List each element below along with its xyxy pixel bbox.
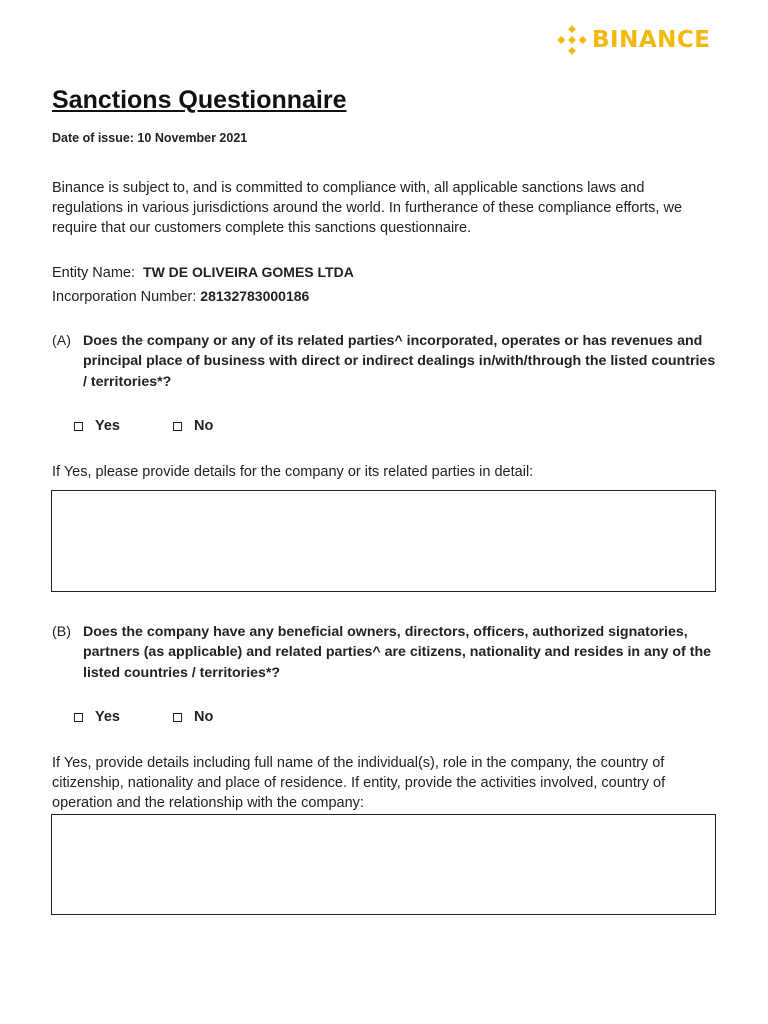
incorporation-number-value: 28132783000186 [200,288,310,304]
page-title: Sanctions Questionnaire [52,86,347,114]
option-label: No [194,709,214,725]
incorporation-number-label: Incorporation Number: [52,289,197,305]
question-b-details-prompt: If Yes, provide details including full name of the individual(s), role in the company, the country of citizenship, nationality and place of residence. If entity, provide the activities involved, country of operation and the relationship with the company: [52,755,666,811]
question-a-yes-option[interactable] [74,417,173,435]
option-label: Yes [95,418,120,434]
entity-name-row [52,264,354,281]
checkbox-icon[interactable] [173,713,182,722]
date-of-issue: Date of issue: 10 November 2021 [52,131,248,145]
entity-name-value: TW DE OLIVEIRA GOMES LTDA [143,264,354,280]
incorporation-number-row [52,288,309,305]
question-b-options [74,708,272,726]
question-letter: (B) [52,624,71,640]
question-a-options [74,417,272,435]
question-a-details-prompt: If Yes, please provide details for the company or its related parties in detail: [52,464,534,480]
checkbox-icon[interactable] [74,713,83,722]
question-b [52,622,722,683]
checkbox-icon[interactable] [173,422,182,431]
question-letter: (A) [52,333,71,349]
question-b-yes-option[interactable] [74,708,173,726]
question-text: Does the company have any beneficial owners, directors, officers, authorized signatories, partners (as applicable) and related parties^ are citizens, nationality and resides in any of the listed countries / territories*? [83,624,711,681]
question-a-no-option[interactable] [173,417,272,435]
checkbox-icon[interactable] [74,422,83,431]
binance-diamond-icon [556,24,588,56]
binance-logo [556,24,710,56]
question-a [52,331,722,392]
question-text: Does the company or any of its related parties^ incorporated, operates or has revenues and principal place of business with direct or indirect dealings in/with/through the listed countries / territories*? [83,333,716,390]
option-label: No [194,418,214,434]
intro-paragraph: Binance is subject to, and is committed to compliance with, all applicable sanctions laws and regulations in various jurisdictions around the world. In furtherance of these compliance efforts, we require that our customers complete this sanctions questionnaire. [52,180,683,236]
entity-name-label: Entity Name: [52,265,135,281]
question-b-answer-box[interactable] [51,814,716,915]
option-label: Yes [95,709,120,725]
brand-name: BINANCE [592,27,711,53]
question-b-no-option[interactable] [173,708,272,726]
question-a-answer-box[interactable] [51,490,716,592]
